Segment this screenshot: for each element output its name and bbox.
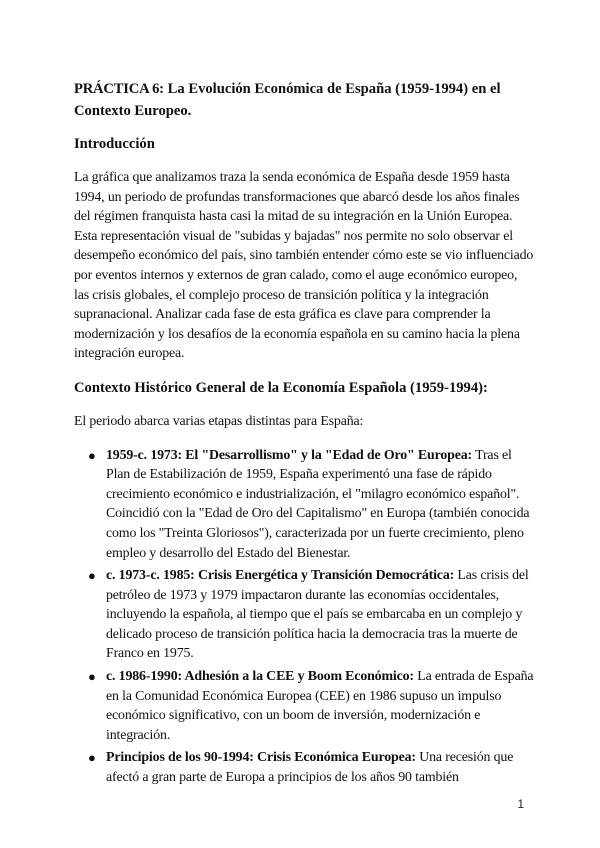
- document-title: [74, 78, 534, 122]
- list-item: [74, 748, 534, 787]
- stage-text: La entrada de España en la Comunidad Económica Europea (CEE) en 1986 supuso un impulso económico significativo, con un boom de inversión, modernización e integración.: [106, 669, 534, 743]
- bullet-icon: ●: [88, 447, 96, 463]
- document-page: [74, 78, 534, 791]
- list-item: [74, 446, 534, 564]
- stage-text: Tras el Plan de Estabilización de 1959, España experimentó una fase de rápido crecimiento económico e industrialización, el "milagro económico español". Coincidió con la "Edad de Oro del Capitalismo" en Europa (también conocida como los "Treinta Gloriosos"), caracterizada por un fuerte crecimiento, pleno empleo y desarrollo del Estado del Bienestar.: [106, 447, 530, 561]
- list-item: [74, 566, 534, 664]
- stage-title: Principios de los 90-1994: Crisis Económica Europea:: [106, 750, 416, 766]
- context-intro: El periodo abarca varias etapas distintas para España:: [74, 413, 364, 429]
- bullet-icon: ●: [88, 669, 96, 685]
- list-item: [74, 667, 534, 745]
- intro-paragraph: La gráfica que analizamos traza la senda económica de España desde 1959 hasta 1994, un periodo de profundas transformaciones que abarcó desde los años finales del régimen franquista hasta casi la mitad de su integración en la Unión Europea. Esta representación visual de "subidas y bajadas" nos permite no solo observar el desempeño económico del país, sino también entender cómo este se vio influenciado por eventos internos y externos de gran calado, como el auge económico europeo, las crisis globales, el complejo proceso de transición política y la integración supranacional. Analizar cada fase de esta gráfica es clave para comprender la modernización y los desafíos de la economía española en su camino hacia la plena integración europea.: [74, 170, 534, 362]
- stage-title: 1959-c. 1973: El "Desarrollismo" y la "Edad de Oro" Europea:: [106, 447, 473, 463]
- stages-list: [74, 446, 534, 788]
- bullet-icon: ●: [88, 568, 96, 584]
- stage-text: Una recesión que afectó a gran parte de Europa a principios de los años 90 también: [106, 750, 514, 786]
- stage-title: c. 1973-c. 1985: Crisis Energética y Transición Democrática:: [106, 568, 455, 584]
- practice-label: PRÁCTICA 6: [74, 81, 160, 97]
- bullet-icon: ●: [88, 750, 96, 766]
- stage-text: Las crisis del petróleo de 1973 y 1979 impactaron durante las economías occidentales, incluyendo la española, al tiempo que el país se embarcaba en un complejo y delicado proceso de transición política hacia la democracia tras la muerte de Franco en 1975.: [106, 568, 529, 662]
- context-heading: Contexto Histórico General de la Economía Española (1959-1994):: [74, 379, 488, 396]
- intro-heading: Introducción: [74, 136, 155, 152]
- title-text: : La Evolución Económica de España (1959-1994) en el Contexto Europeo.: [74, 81, 501, 119]
- page-number: 1: [517, 797, 524, 811]
- stage-title: c. 1986-1990: Adhesión a la CEE y Boom Económico:: [106, 669, 414, 685]
